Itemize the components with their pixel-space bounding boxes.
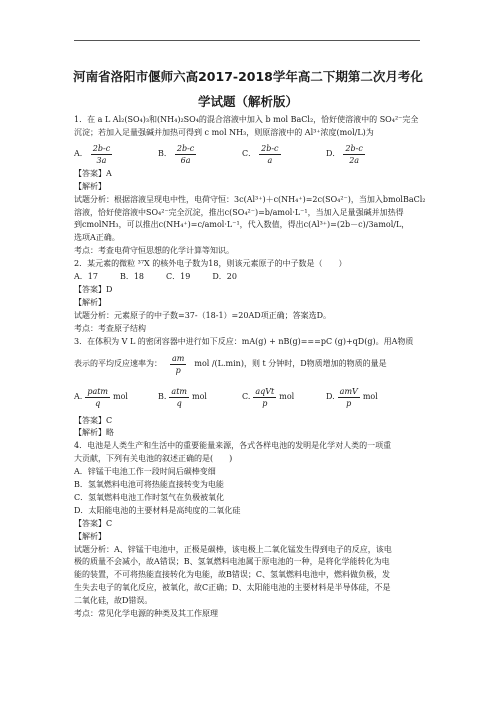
header-rule — [74, 40, 420, 41]
q3-option-a: A. $\frac{\text{patm}}{q}$ mol — [74, 386, 128, 408]
q3-option-c: C. $\frac{\text{aqVt}}{p}$ mol — [242, 386, 295, 408]
q1-option-b: B． $\frac{2b-c}{6a}$ — [158, 143, 195, 165]
q4-point: 考点：常见化学电源的种类及其工作原理 — [74, 609, 218, 619]
q1-option-a: A． $\frac{2b-c}{3a}$ — [74, 143, 111, 165]
q4-analysis: 试题分析：A、锌锰干电池中，正极是碳棒，该电极上二氧化锰发生得到电子的反应，该电 — [74, 544, 392, 554]
q3-option-b: B. $\frac{\text{atm}}{q}$ mol — [158, 386, 207, 408]
q3-options — [74, 386, 424, 409]
q2-answer: 【答案】D — [74, 284, 113, 294]
fraction: $\frac{\text{amV}}{p}$ — [339, 386, 358, 408]
q2-options: A．17 B．18 C．19 D．20 — [74, 272, 237, 282]
fraction: $\frac{\text{patm}}{q}$ — [87, 386, 109, 408]
q4-analysis: 二氧化硅，故D错误。 — [74, 596, 153, 606]
q1-answer: 【答案】A — [74, 168, 112, 178]
q2-point: 考点：考查原子结构 — [74, 323, 146, 333]
q3-stem-rate: 表示的平均反应速率为： $\frac{am}{p}$ mol /(L.min)，则 t 分钟时，D物质增加的物质的量是 — [74, 353, 387, 375]
q1-point: 考点：考查电荷守恒思想的化学计算等知识。 — [74, 246, 234, 256]
q4-stem: 4．电池是人类生产和生活中的重要能量来源，各式各样电池的发明是化学对人类的一项重 — [74, 441, 392, 451]
document-body — [74, 114, 424, 621]
q4-analysis-head: 【解析】 — [74, 531, 106, 541]
fraction: $\frac{2b-c}{2a}$ — [345, 143, 363, 165]
q1-analysis: 选项A正确。 — [74, 233, 120, 243]
q1-analysis: 试题分析：根据溶液呈现电中性，电荷守恒：3c(Al³⁺)＋c(NH₄⁺)=2c(SO₄²⁻)，当加入bmolBaCl₂ — [74, 194, 426, 204]
fraction: $\frac{2b-c}{6a}$ — [176, 143, 195, 165]
q4-option-b: B．氢氧燃料电池可将热能直接转变为电能 — [74, 480, 224, 490]
q2-stem: 2．某元素的微粒 ³⁷X 的核外电子数为18，则该元素原子的中子数是（ ） — [74, 259, 347, 269]
fraction: $\frac{\text{aqVt}}{p}$ — [255, 386, 275, 408]
q1-stem: 1．在 a L Al₂(SO₄)₃和(NH₄)₂SO₄的混合溶液中加入 b mol BaCl₂，恰好使溶液中的 SO₄²⁻完全 — [74, 115, 419, 124]
q4-option-c: C．氢氧燃料电池工作时氢气在负极被氧化 — [74, 492, 225, 502]
q1-analysis: 到cmolNH₃，可以推出c(NH₄⁺)=c/amol·L⁻¹，代入数值，得出c(Al³⁺)=(2b－c)/3amol/L， — [74, 220, 410, 230]
fraction: $\frac{2b-c}{3a}$ — [92, 143, 111, 165]
q4-stem: 大贡献，下列有关电池的叙述正确的是( ) — [74, 454, 233, 464]
page-title-line2: 学试题（解析版） — [197, 94, 298, 109]
q1-stem: 沉淀；若加入足量强碱并加热可得到 c mol NH₃，则原溶液中的 Al³⁺浓度(mol/L)为 — [74, 127, 374, 137]
q1-option-c: C． $\frac{2b-c}{a}$ — [242, 143, 279, 165]
q3-stem: 3．在体积为 V L 的密闭容器中进行如下反应：mA(g) + nB(g)===pC (g)+qD(g)。用A物质 — [74, 336, 414, 346]
fraction: $\frac{am}{p}$ — [172, 353, 185, 375]
q4-analysis: 极的质量不会减小，故A错误；B、氢氧燃料电池属于原电池的一种，是将化学能转化为电 — [74, 557, 390, 567]
q3-option-d: D. $\frac{\text{amV}}{p}$ mol — [326, 386, 378, 408]
q3-answer: 【答案】C — [74, 415, 113, 425]
q4-analysis: 能的装置，不可将热能直接转化为电能，故B错误；C、氢氧燃料电池中，燃料做负极，发 — [74, 570, 390, 580]
q4-option-a: A．锌锰干电池工作一段时间后碳棒变细 — [74, 467, 216, 477]
fraction: $\frac{2b-c}{a}$ — [261, 143, 279, 165]
q3-analysis: 【解析】略 — [74, 428, 114, 438]
q2-analysis: 试题分析：元素原子的中子数=37-（18-1）=20AD项正确；答案选D。 — [74, 310, 332, 320]
q1-options — [74, 143, 424, 166]
page-title-line1: 河南省洛阳市偃师六高2017-2018学年高二下期第二次月考化 — [73, 69, 423, 84]
fraction: $\frac{\text{atm}}{q}$ — [171, 386, 187, 408]
q1-analysis: 溶液，恰好使溶液中SO₄²⁻完全沉淀，推出c(SO₄²⁻)=b/amol·L⁻¹，当加入足量强碱并加热得 — [74, 207, 404, 217]
q2-analysis-head: 【解析】 — [74, 297, 106, 307]
q1-analysis-head: 【解析】 — [74, 181, 106, 191]
q4-answer: 【答案】C — [74, 518, 113, 528]
q4-option-d: D．太阳能电池的主要材料是高纯度的二氧化硅 — [74, 505, 241, 515]
q1-option-d: D． $\frac{2b-c}{2a}$ — [326, 143, 363, 165]
q4-analysis: 生失去电子的氧化反应，被氧化，故C正确；D、太阳能电池的主要材料是半导体硅，不是 — [74, 583, 391, 593]
